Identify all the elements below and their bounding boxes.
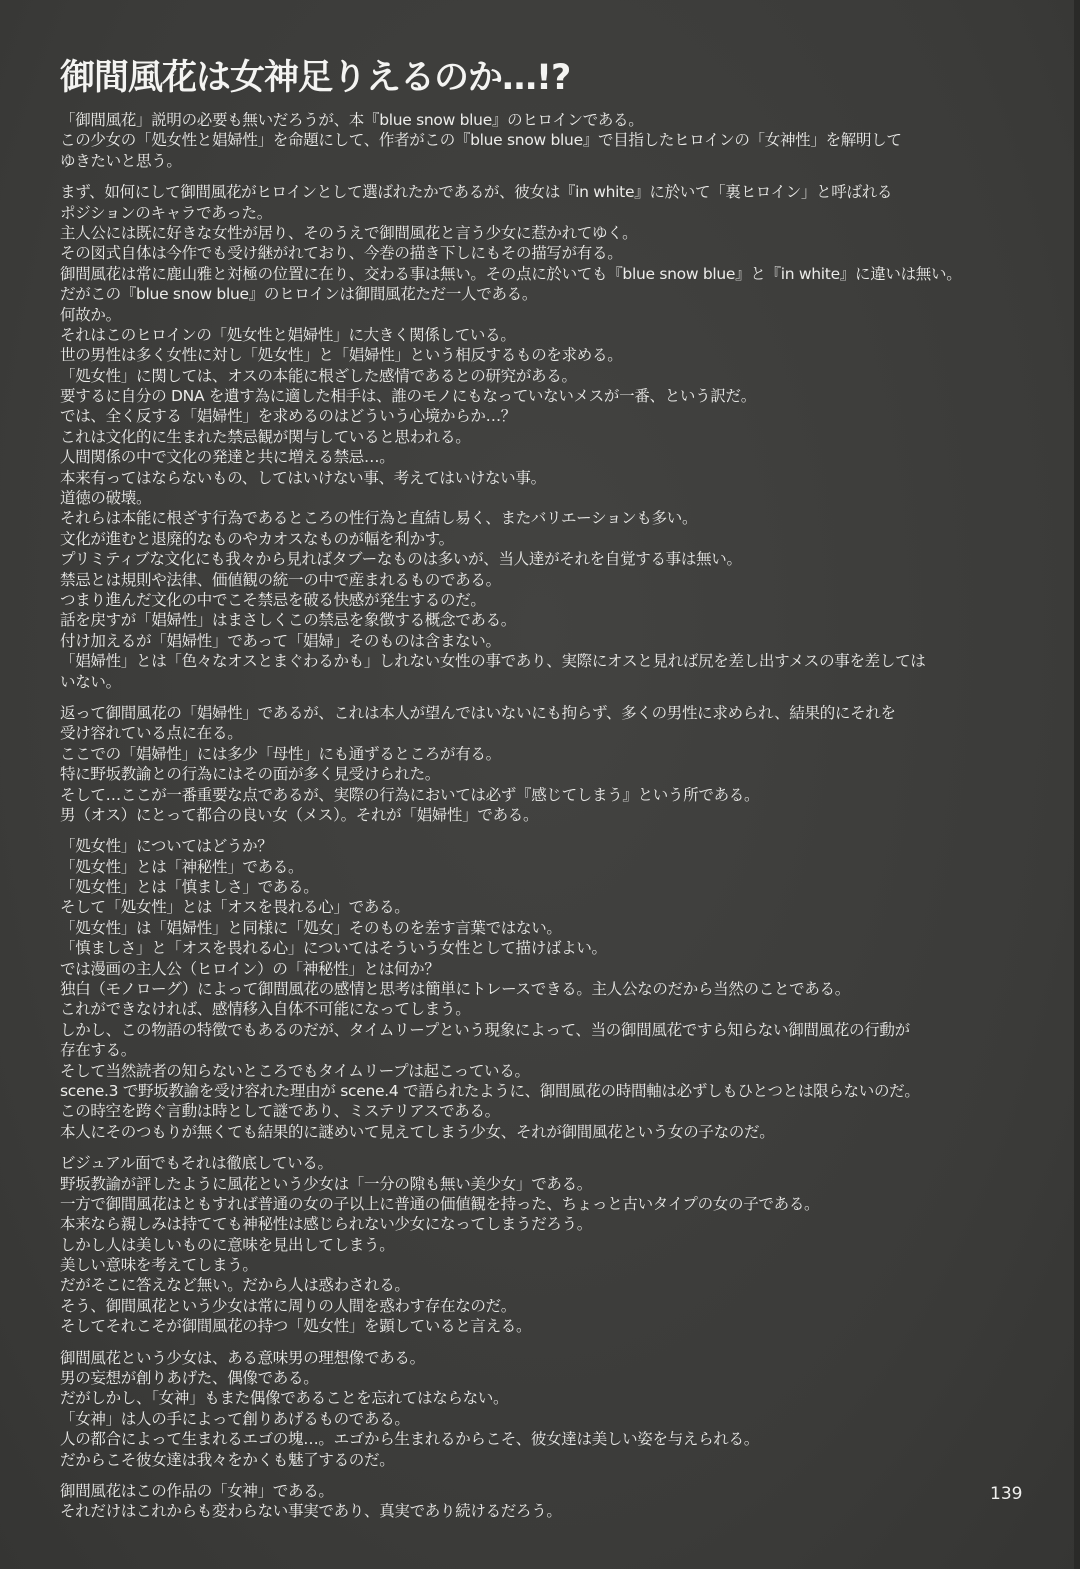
- text-line: 「御間風花」説明の必要も無いだろうが、本『blue snow blue』のヒロインである。: [60, 111, 644, 129]
- text-line: 返って御間風花の「娼婦性」であるが、これは本人が望んではいないにも拘らず、多くの男性に求められ、結果的にそれを: [60, 703, 896, 722]
- text-line: 付け加えるが「娼婦性」であって「娼婦」そのものは含まない。: [60, 631, 501, 650]
- text-line: この時空を跨ぐ言動は時として謎であり、ミステリアスである。: [60, 1102, 500, 1121]
- text-line: 「慎ましさ」と「オスを畏れる心」についてはそういう女性として描けばよい。: [60, 939, 607, 958]
- text-line: その図式自体は今作でも受け継がれており、今巻の描き下しにもその描写が有る。: [60, 244, 623, 263]
- text-line: ポジションのキャラであった。: [60, 203, 272, 222]
- text-line: 「処女性」は「娼婦性」と同様に「処女」そのものを差す言葉ではない。: [60, 918, 562, 937]
- text-line: 本来有ってはならないもの、してはいけない事、考えてはいけない事。: [60, 468, 546, 487]
- paragraph: [60, 182, 1020, 692]
- text-line: では漫画の主人公（ヒロイン）の「神秘性」とは何か？: [60, 959, 440, 978]
- text-line: ビジュアル面でもそれは徹底している。: [60, 1154, 333, 1173]
- text-line: いない。: [60, 672, 121, 691]
- text-line: この少女の「処女性と娼婦性」を命題にして、作者がこの『blue snow blue』で目指したヒロインの「女神性」を解明して: [60, 131, 902, 150]
- text-line: 何故か。: [60, 305, 121, 324]
- text-line: だがしかし、「女神」もまた偶像であることを忘れてはならない。: [60, 1389, 509, 1408]
- text-line: これは文化的に生まれた禁忌観が関与していると思われる。: [60, 427, 471, 446]
- paragraph: [60, 1153, 1020, 1337]
- text-line: 「女神」は人の手によって創りあげるものである。: [60, 1409, 410, 1428]
- text-line: ゆきたいと思う。: [60, 151, 182, 170]
- text-line: 「処女性」とは「慎ましさ」である。: [60, 878, 319, 897]
- text-line: 世の男性は多く女性に対し「処女性」と「娼婦性」という相反するものを求める。: [60, 346, 623, 365]
- text-line: 受け容れている点に在る。: [60, 724, 243, 743]
- text-line: 「娼婦性」とは「色々なオスとまぐわるかも」しれない女性の事であり、実際にオスと見れば尻を差し出すメスの事を差しては: [60, 652, 926, 671]
- text-line: ここでの「娼婦性」には多少「母性」にも通ずるところが有る。: [60, 744, 501, 763]
- text-line: これができなければ、感情移入自体不可能になってしまう。: [60, 1000, 471, 1019]
- text-line: 話を戻すが「娼婦性」はまさしくこの禁忌を象徴する概念である。: [60, 611, 517, 630]
- text-line: しかし人は美しいものに意味を見出してしまう。: [60, 1235, 395, 1254]
- text-line: そして…ここが一番重要な点であるが、実際の行為においては必ず『感じてしまう』という所である。: [60, 785, 760, 804]
- paragraph: [60, 110, 1020, 171]
- text-line: 野坂教諭が評したように風花という少女は「一分の隙も無い美少女」である。: [60, 1174, 593, 1193]
- text-line: 人の都合によって生まれるエゴの塊…。エゴから生まれるからこそ、彼女達は美しい姿を与えられる。: [60, 1430, 759, 1449]
- text-line: 「処女性」に関しては、オスの本能に根ざした感情であるとの研究がある。: [60, 366, 577, 385]
- text-line: では、全く反する「娼婦性」を求めるのはどういう心境からか…？: [60, 407, 517, 426]
- text-line: そしてそれこそが御間風花の持つ「処女性」を顕していると言える。: [60, 1317, 532, 1336]
- text-line: それらは本能に根ざす行為であるところの性行為と直結し易く、またバリエーションも多い。: [60, 509, 698, 528]
- text-line: つまり進んだ文化の中でこそ禁忌を破る快感が発生するのだ。: [60, 590, 486, 609]
- text-line: そして「処女性」とは「オスを畏れる心」である。: [60, 898, 410, 917]
- article-body: [60, 110, 1023, 1533]
- paragraph: [60, 1348, 1020, 1470]
- paragraph: [60, 836, 1020, 1142]
- text-line: 文化が進むと退廃的なものやカオスなものが幅を利かす。: [60, 529, 454, 548]
- text-line: だがそこに答えなど無い。だから人は惑わされる。: [60, 1276, 410, 1295]
- text-line: 一方で御間風花はともすれば普通の女の子以上に普通の価値観を持った、ちょっと古いタイプの女の子である。: [60, 1194, 820, 1213]
- text-line: プリミティブな文化にも我々から見ればタブーなものは多いが、当人達がそれを自覚する事は無い。: [60, 550, 742, 569]
- text-line: scene.3 で野坂教諭を受け容れた理由が scene.4 で語られたように、御間風花の時間軸は必ずしもひとつとは限らないのだ。: [60, 1081, 920, 1100]
- text-line: 本人にそのつもりが無くても結果的に謎めいて見えてしまう少女、それが御間風花という女の子なのだ。: [60, 1122, 775, 1141]
- page-number: 139: [990, 1484, 1023, 1504]
- text-line: 特に野坂教諭との行為にはその面が多く見受けられた。: [60, 765, 441, 784]
- text-line: 御間風花は常に鹿山雅と対極の位置に在り、交わる事は無い。その点に於いても『blue snow blue』と『in white』に違いは無い。: [60, 264, 962, 283]
- text-line: だがこの『blue snow blue』のヒロインは御間風花ただ一人である。: [60, 285, 538, 304]
- text-line: 人間関係の中で文化の発達と共に増える禁忌…。: [60, 448, 395, 467]
- text-line: 存在する。: [60, 1041, 137, 1060]
- text-line: だからこそ彼女達は我々をかくも魅了するのだ。: [60, 1450, 395, 1469]
- paragraph: [60, 703, 1020, 825]
- page-edge-shadow: [1074, 0, 1080, 1569]
- text-line: 「処女性」とは「神秘性」である。: [60, 857, 304, 876]
- text-line: まず、如何にして御間風花がヒロインとして選ばれたかであるが、彼女は『in white』に於いて「裏ヒロイン」と呼ばれる: [60, 183, 893, 202]
- text-line: それだけはこれからも変わらない事実であり、真実であり続けるだろう。: [60, 1502, 562, 1521]
- text-line: 要するに自分の DNA を遺す為に適した相手は、誰のモノにもなっていないメスが一番、という訳だ。: [60, 387, 756, 406]
- text-line: 独白（モノローグ）によって御間風花の感情と思考は簡単にトレースできる。主人公なのだから当然のことである。: [60, 980, 850, 999]
- text-line: 道徳の破壊。: [60, 489, 152, 508]
- text-line: 男の妄想が創りあげた、偶像である。: [60, 1369, 319, 1388]
- text-line: 禁忌とは規則や法律、価値観の統一の中で産まれるものである。: [60, 570, 501, 589]
- text-line: 御間風花という少女は、ある意味男の理想像である。: [60, 1348, 425, 1367]
- text-line: 美しい意味を考えてしまう。: [60, 1256, 258, 1275]
- text-line: そう、御間風花という少女は常に周りの人間を惑わす存在なのだ。: [60, 1296, 517, 1315]
- text-line: そして当然読者の知らないところでもタイムリープは起こっている。: [60, 1061, 530, 1080]
- text-line: 本来なら親しみは持てても神秘性は感じられない少女になってしまうだろう。: [60, 1215, 593, 1234]
- text-line: 「処女性」についてはどうか？: [60, 837, 273, 856]
- article-title: 御間風花は女神足りえるのか…!?: [60, 58, 571, 98]
- paragraph: [60, 1481, 1023, 1522]
- text-line: 主人公には既に好きな女性が居り、そのうえで御間風花と言う少女に惹かれてゆく。: [60, 223, 638, 242]
- text-line: 男（オス）にとって都合の良い女（メス）。それが「娼婦性」である。: [60, 805, 539, 824]
- text-line: それはこのヒロインの「処女性と娼婦性」に大きく関係している。: [60, 325, 516, 344]
- text-line: 御間風花はこの作品の「女神」である。: [60, 1482, 334, 1500]
- text-line: しかし、この物語の特徴でもあるのだが、タイムリープという現象によって、当の御間風花ですら知らない御間風花の行動が: [60, 1020, 910, 1039]
